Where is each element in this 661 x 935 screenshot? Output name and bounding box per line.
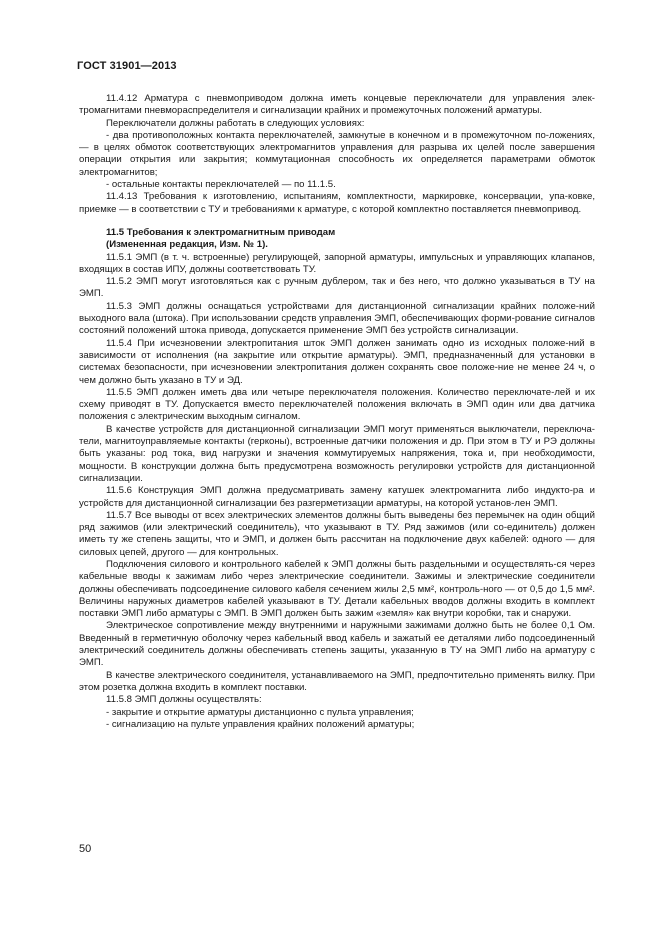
list-item-signaling: - сигнализацию на пульте управления крайних положений арматуры; [106, 718, 415, 730]
paragraph-11-5-1: 11.5.1 ЭМП (в т. ч. встроенные) регулирующей, запорной арматуры, импульсных и управляющих клапанов, входящих в состав ИПУ, должны соответствовать ТУ. [79, 251, 595, 275]
section-amendment-note: (Измененная редакция, Изм. № 1). [106, 239, 268, 251]
paragraph-connector: В качестве электрического соединителя, устанавливаемого на ЭМП, предпочтительно применять вилку. При этом розетка должна входить в комплект поставки. [79, 669, 595, 693]
paragraph-11-5-8: 11.5.8 ЭМП должны осуществлять: [106, 694, 262, 706]
paragraph-11-4-13: 11.4.13 Требования к изготовлению, испытаниям, комплектности, маркировке, консервации, упа-ковке, приемке — в соответствии с ТУ и требованиями к арматуре, с которой комплектно поставляется пневмопривод. [79, 191, 595, 215]
page-number: 50 [79, 843, 92, 855]
paragraph-resistance: Электрическое сопротивление между внутренними и наружными зажимами должно быть не более 0,1 Ом. Введенный в герметичную оболочку через кабельный ввод кабель и зажатый ее деталями либо подсоединенный электрический соединитель должны обеспечивать степень защиты, указанную в ТУ на ЭМП либо на арматуру с ЭМП. [79, 620, 595, 669]
document-header: ГОСТ 31901—2013 [77, 60, 177, 72]
paragraph-11-5-3: 11.5.3 ЭМП должны оснащаться устройствами для дистанционной сигнализации крайних положе-ний выходного вала (штока). При использовании средств управления ЭМП, обеспечивающих форми-рование сигналов состояний положений штока привода, допускается применение ЭМП без устройств сигнализации. [79, 300, 595, 337]
paragraph-11-5-5: 11.5.5 ЭМП должен иметь два или четыре переключателя положения. Количество переключате-лей и их схему приводят в ТУ. Допускается вместо переключателей положения включать в ЭМП один или два датчика положения с электрическим выходным сигналом. [79, 386, 595, 423]
paragraph-11-5-2: 11.5.2 ЭМП могут изготовляться как с ручным дублером, так и без него, что должно указываться в ТУ на ЭМП. [79, 276, 595, 300]
list-item-other-contacts: - остальные контакты переключателей — по 11.1.5. [106, 179, 336, 191]
paragraph-11-5-6: 11.5.6 Конструкция ЭМП должна предусматривать замену катушек электромагнита либо индукто-ра и устройств для дистанционной сигнализации без разгерметизации арматуры, на которой установ-лен ЭМП. [79, 485, 595, 509]
paragraph-signaling-devices: В качестве устройств для дистанционной сигнализации ЭМП могут применяться выключатели, переключа-тели, магнитоуправляемые контакты (герконы), встроенные датчики положения и др. При этом в ТУ и РЭ должны быть указаны: род тока, вид нагрузки и значения коммутируемых напряжения, тока и, при необходимости, мощности. В конструкции должна быть предусмотрена возможность регулировки устройств для дистанционной сигнализации. [79, 423, 595, 484]
paragraph-11-5-4: 11.5.4 При исчезновении электропитания шток ЭМП должен занимать одно из исходных положе-ний в зависимости от исполнения (на закрытие или открытие арматуры). ЭМП, предназначенный для установки в системах безопасности, при исчезновении электропитания должен сохранять свое положе-ние не менее 24 ч, о чем должно быть указано в ТУ и ЭД. [79, 337, 595, 386]
paragraph-11-4-12: 11.4.12 Арматура с пневмоприводом должна иметь концевые переключатели для управления элек-тромагнитами пневмораспределителя и сигнализации крайних и промежуточных положений арматуры. [79, 93, 595, 117]
paragraph-cable-connections: Подключения силового и контрольного кабелей к ЭМП должны быть раздельными и осуществлять-ся через кабельные вводы к зажимам либо через электрические соединители. Зажимы и электрические соединители должны обеспечивать подсоединение силового кабеля сечением жилы 2,5 мм², контроль-ного — от 0,5 до 1,5 мм². Величины наружных диаметров кабелей указывают в ТУ. Детали кабельных вводов должны входить в комплект поставки ЭМП либо арматуры с ЭМП. В ЭМП должен быть зажим «земля» как внутри коробки, так и снаружи. [79, 558, 595, 620]
paragraph-switch-conditions: Переключатели должны работать в следующих условиях: [106, 117, 365, 129]
document-body [79, 93, 595, 731]
list-item-remote-control: - закрытие и открытие арматуры дистанционно с пульта управления; [106, 706, 414, 718]
section-heading-11-5: 11.5 Требования к электромагнитным приводам [106, 226, 336, 238]
list-item-contacts: - два противоположных контакта переключателей, замкнутые в конечном и в промежуточном по-ложениях, — в целях обмоток соответствующих электромагнитов управления для разрыва их целей после завершения операции открытия или закрытия; коммутационная способность их определяется параметрами обмоток электромагнитов; [79, 129, 595, 178]
paragraph-11-5-7: 11.5.7 Все выводы от всех электрических элементов должны быть выведены без перемычек на один общий ряд зажимов (или электрический соединитель), что указывают в ТУ. Ряд зажимов (или со-единитель) должен иметь ту же степень защиты, что и ЭМП, и должен быть рассчитан на подключение двух кабелей: одного — для силовых цепей, другого — для контрольных. [79, 509, 595, 558]
